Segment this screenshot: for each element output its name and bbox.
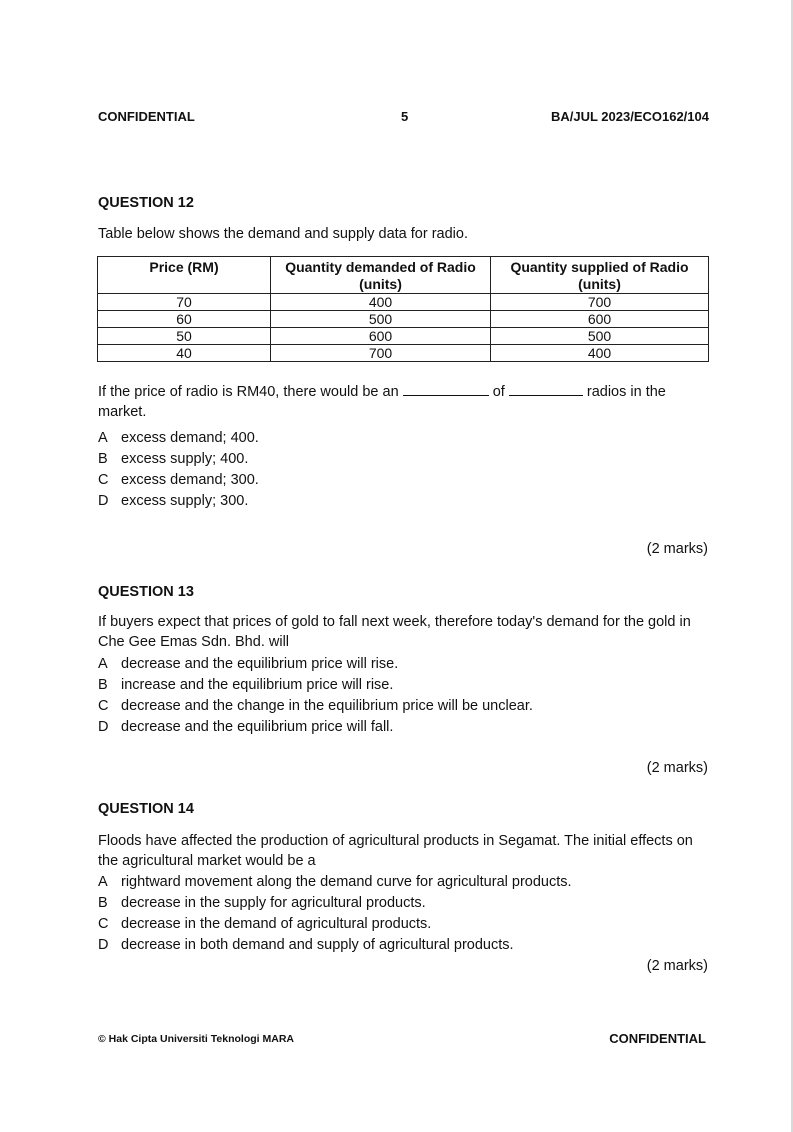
demand-supply-table [97, 256, 709, 362]
question-12-heading: QUESTION 12 [98, 195, 194, 211]
question-13-marks: (2 marks) [646, 760, 708, 776]
option-b [98, 675, 533, 696]
option-letter: C [98, 472, 109, 488]
option-b [98, 893, 572, 914]
stem-part-1: If the price of radio is RM40, there would be an [98, 384, 399, 400]
question-12-intro: Table below shows the demand and supply data for radio. [98, 226, 468, 242]
header-confidential: CONFIDENTIAL [98, 109, 195, 124]
option-c [98, 696, 533, 717]
option-text: decrease in both demand and supply of agricultural products. [121, 937, 514, 953]
option-letter: B [98, 451, 108, 467]
question-12-options [98, 428, 259, 512]
option-letter: A [98, 430, 108, 446]
table-header-price: Price (RM) [98, 257, 271, 294]
option-text: decrease in the demand of agricultural products. [121, 916, 432, 932]
table-row [98, 328, 709, 345]
question-12-stem [98, 381, 698, 422]
question-13-options [98, 654, 533, 738]
footer-confidential: CONFIDENTIAL [609, 1031, 706, 1046]
table-cell: 600 [271, 328, 491, 345]
table-cell: 700 [271, 345, 491, 362]
table-cell: 400 [491, 345, 709, 362]
option-text: rightward movement along the demand curve for agricultural products. [121, 874, 572, 890]
option-letter: C [98, 916, 109, 932]
table-cell: 600 [491, 311, 709, 328]
question-14-heading: QUESTION 14 [98, 801, 194, 817]
question-12-marks: (2 marks) [646, 541, 708, 557]
option-letter: A [98, 874, 108, 890]
page-header [98, 109, 709, 127]
paper-code: BA/JUL 2023/ECO162/104 [550, 109, 709, 124]
table-cell: 500 [271, 311, 491, 328]
table-row [98, 294, 709, 311]
option-c [98, 470, 259, 491]
option-a [98, 428, 259, 449]
option-letter: B [98, 895, 108, 911]
answer-blank-2 [509, 381, 583, 396]
option-letter: D [98, 493, 109, 509]
option-d [98, 491, 259, 512]
option-text: decrease in the supply for agricultural products. [121, 895, 426, 911]
table-cell: 700 [491, 294, 709, 311]
option-b [98, 449, 259, 470]
option-text: excess supply; 400. [121, 451, 249, 467]
option-text: excess demand; 400. [121, 430, 259, 446]
table-cell: 50 [98, 328, 271, 345]
table-cell: 70 [98, 294, 271, 311]
option-a [98, 872, 572, 893]
option-c [98, 914, 572, 935]
question-13-heading: QUESTION 13 [98, 584, 194, 600]
option-letter: B [98, 677, 108, 693]
table-header-demand: Quantity demanded of Radio (units) [271, 257, 491, 294]
option-letter: A [98, 656, 108, 672]
table-row [98, 345, 709, 362]
option-text: excess demand; 300. [121, 472, 259, 488]
option-text: decrease and the equilibrium price will rise. [121, 656, 399, 672]
table-header-row [98, 257, 709, 294]
option-letter: D [98, 937, 109, 953]
option-text: increase and the equilibrium price will rise. [121, 677, 394, 693]
option-text: decrease and the change in the equilibrium price will be unclear. [121, 698, 533, 714]
question-14-marks: (2 marks) [646, 958, 708, 974]
page-number: 5 [401, 109, 409, 124]
question-14-options [98, 872, 572, 956]
option-letter: D [98, 719, 109, 735]
table-cell: 40 [98, 345, 271, 362]
copyright-notice: © Hak Cipta Universiti Teknologi MARA [98, 1033, 294, 1045]
table-header-supply: Quantity supplied of Radio (units) [491, 257, 709, 294]
table-row [98, 311, 709, 328]
question-14-stem: Floods have affected the production of agricultural products in Segamat. The initial effects on the agricultural market would be a [98, 833, 693, 869]
answer-blank-1 [403, 381, 489, 396]
stem-part-3: radios in the market. [98, 384, 666, 420]
option-text: excess supply; 300. [121, 493, 249, 509]
option-d [98, 717, 533, 738]
question-13-stem: If buyers expect that prices of gold to fall next week, therefore today's demand for the gold in Che Gee Emas Sdn. Bhd. will [98, 614, 691, 650]
table-cell: 500 [491, 328, 709, 345]
option-a [98, 654, 533, 675]
stem-part-2: of [492, 384, 505, 400]
table-cell: 60 [98, 311, 271, 328]
option-d [98, 935, 572, 956]
option-letter: C [98, 698, 109, 714]
table-cell: 400 [271, 294, 491, 311]
option-text: decrease and the equilibrium price will fall. [121, 719, 394, 735]
